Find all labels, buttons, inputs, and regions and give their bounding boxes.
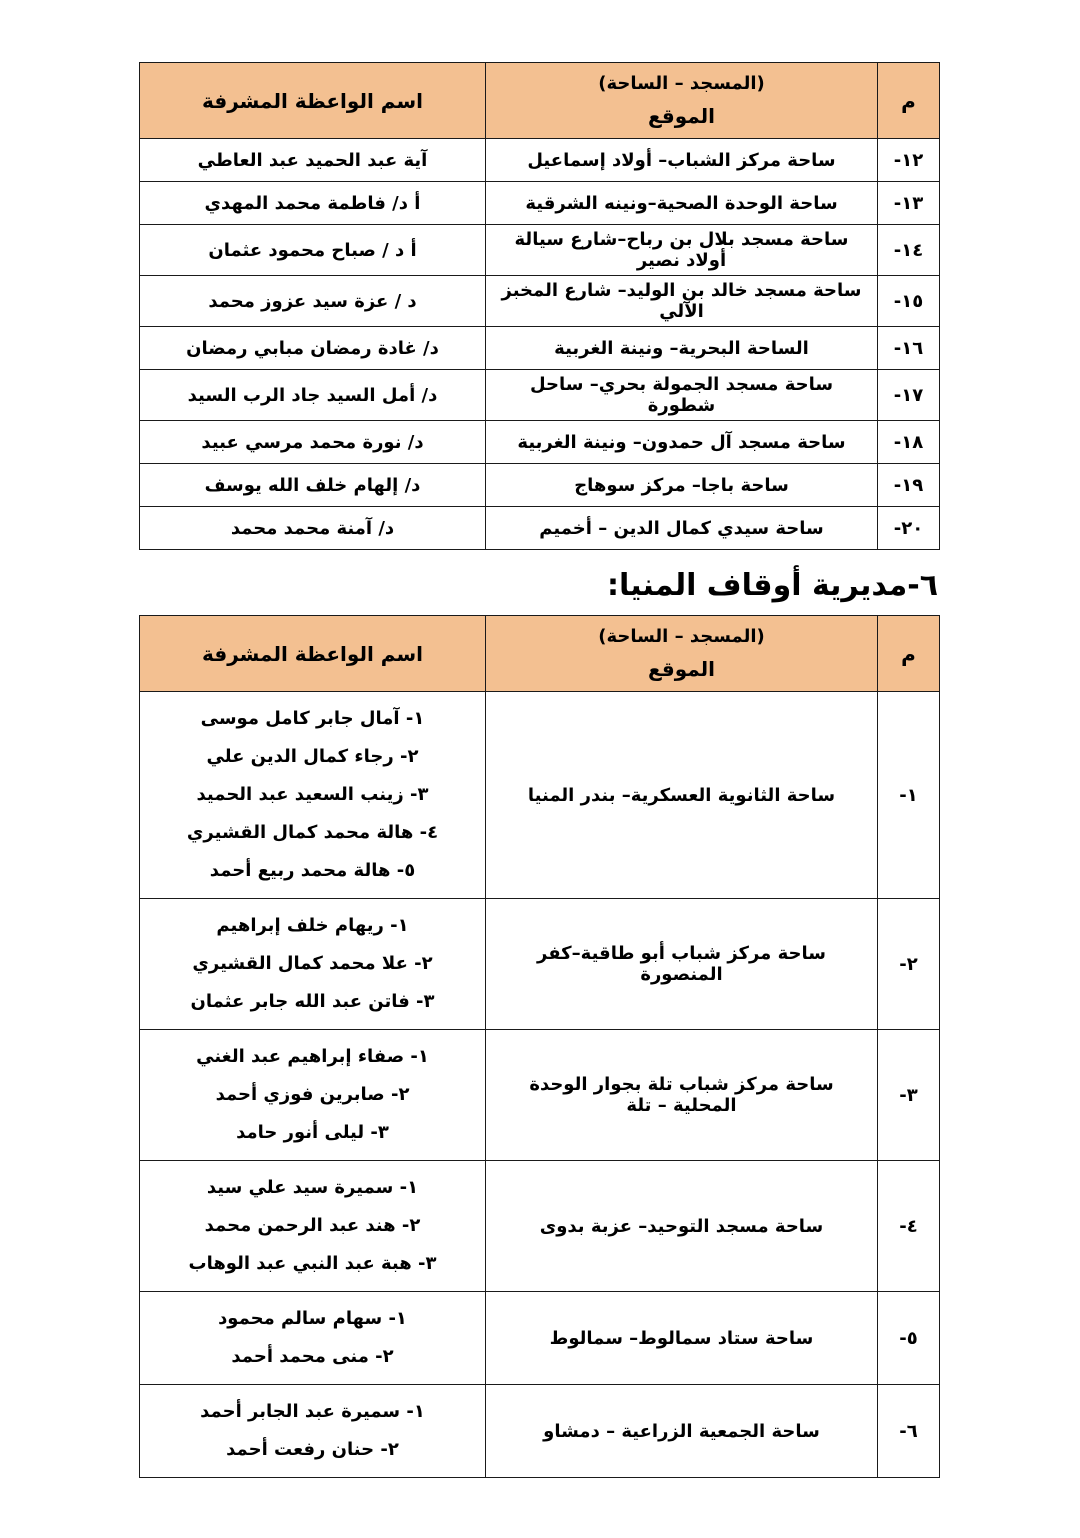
sohag-table <box>139 62 940 550</box>
table-row <box>140 1030 940 1161</box>
cell-location: ساحة باجا– مركز سوهاج <box>486 464 878 507</box>
name-line: ١- سهام سالم محمود <box>218 1308 407 1329</box>
name-line: ١- سميرة عبد الجابر أحمد <box>200 1401 425 1422</box>
header-location <box>486 63 878 139</box>
cell-location: ساحة مركز شباب تلة بجوار الوحدة المحلية – تلة <box>486 1030 878 1161</box>
header-row <box>140 616 940 692</box>
document-page <box>140 0 940 1538</box>
name-line: ١- سميرة سيد علي سيد <box>206 1177 419 1198</box>
cell-location: ساحة سيدي كمال الدين – أخميم <box>486 507 878 550</box>
table-row <box>140 276 940 327</box>
cell-names <box>140 1161 486 1292</box>
table-row <box>140 692 940 899</box>
cell-num: ٢٠- <box>878 507 940 550</box>
cell-name: د/ أمل السيد جاد الرب السيد <box>140 370 486 421</box>
cell-num: ١٤- <box>878 225 940 276</box>
cell-num: ١٣- <box>878 182 940 225</box>
header-name: اسم الواعظة المشرفة <box>140 616 486 692</box>
cell-location: ساحة مركز الشباب– أولاد إسماعيل <box>486 139 878 182</box>
cell-names <box>140 1385 486 1478</box>
cell-num: ١٨- <box>878 421 940 464</box>
cell-location: ساحة مركز شباب أبو طاقية–كفر المنصورة <box>486 899 878 1030</box>
header-location-line1: (المسجد – الساحة) <box>598 73 765 94</box>
cell-location: ساحة الثانوية العسكرية– بندر المنيا <box>486 692 878 899</box>
cell-num: ٦- <box>878 1385 940 1478</box>
name-line: ٢- رجاء كمال الدين علي <box>206 746 419 767</box>
cell-location: ساحة مسجد بلال بن رباح–شارع سيالة أولاد نصير <box>486 225 878 276</box>
name-line: ١- آمال جابر كامل موسى <box>200 708 425 729</box>
header-num: م <box>878 616 940 692</box>
cell-num: ١٧- <box>878 370 940 421</box>
cell-num: ١٥- <box>878 276 940 327</box>
name-line: ٤- هالة محمد كمال القشيري <box>186 822 439 843</box>
cell-num: ١٦- <box>878 327 940 370</box>
name-line: ٣- زينب السعيد عبد الحميد <box>196 784 429 805</box>
header-location-line2: الموقع <box>647 657 716 681</box>
table-row <box>140 327 940 370</box>
name-line: ٢- حنان رفعت أحمد <box>226 1439 399 1460</box>
table-row <box>140 899 940 1030</box>
name-line: ١- صفاء إبراهيم عبد الغني <box>196 1046 429 1067</box>
table-row <box>140 421 940 464</box>
cell-num: ١- <box>878 692 940 899</box>
cell-num: ٤- <box>878 1161 940 1292</box>
cell-name: د/ نورة محمد مرسي عبيد <box>140 421 486 464</box>
cell-location: ساحة مسجد آل حمدون– ونينة الغربية <box>486 421 878 464</box>
table-row <box>140 139 940 182</box>
header-num: م <box>878 63 940 139</box>
header-name: اسم الواعظة المشرفة <box>140 63 486 139</box>
header-location <box>486 616 878 692</box>
sohag-table-header <box>140 63 940 139</box>
cell-num: ٥- <box>878 1292 940 1385</box>
minya-table-header <box>140 616 940 692</box>
cell-name: آية عبد الحميد عبد العاطي <box>140 139 486 182</box>
cell-names <box>140 899 486 1030</box>
name-line: ٢- منى محمد أحمد <box>231 1346 394 1367</box>
cell-num: ١٢- <box>878 139 940 182</box>
cell-num: ٢- <box>878 899 940 1030</box>
cell-name: د/ آمنة محمد محمد <box>140 507 486 550</box>
cell-location: ساحة الجمعية الزراعية – دمشاو <box>486 1385 878 1478</box>
name-line: ٢- صابرين فوزي أحمد <box>215 1084 410 1105</box>
name-line: ٢- هند عبد الرحمن محمد <box>204 1215 421 1236</box>
table-row <box>140 370 940 421</box>
section-heading: ٦-مديرية أوقاف المنيا: <box>606 568 938 603</box>
cell-location: ساحة ستاد سمالوط– سمالوط <box>486 1292 878 1385</box>
cell-name: د / عزة سيد عزوز محمد <box>140 276 486 327</box>
table-row <box>140 1385 940 1478</box>
cell-names <box>140 692 486 899</box>
cell-location: الساحة البحرية– ونينة الغربية <box>486 327 878 370</box>
cell-location: ساحة الوحدة الصحية–ونينه الشرقية <box>486 182 878 225</box>
cell-names <box>140 1292 486 1385</box>
cell-num: ١٩- <box>878 464 940 507</box>
cell-name: أ د / صباح محمود عثمان <box>140 225 486 276</box>
cell-names <box>140 1030 486 1161</box>
header-location-line1: (المسجد – الساحة) <box>598 626 765 647</box>
name-line: ٥- هالة محمد ربيع أحمد <box>209 860 416 881</box>
cell-location: ساحة مسجد خالد بن الوليد– شارع المخبز الآلي <box>486 276 878 327</box>
table-row <box>140 1292 940 1385</box>
cell-name: أ د/ فاطمة محمد المهدي <box>140 182 486 225</box>
cell-location: ساحة مسجد الجمولة بحري– ساحل شطورة <box>486 370 878 421</box>
name-line: ٣- هبة عبد النبي عبد الوهاب <box>188 1253 437 1274</box>
cell-name: د/ إلهام خلف الله يوسف <box>140 464 486 507</box>
minya-table <box>139 615 940 1478</box>
cell-location: ساحة مسجد التوحيد– عزبة بدوى <box>486 1161 878 1292</box>
name-line: ٣- فاتن عبد الله جابر عثمان <box>190 991 435 1012</box>
table-row <box>140 1161 940 1292</box>
table-row <box>140 464 940 507</box>
table-row <box>140 507 940 550</box>
name-line: ٢- علا محمد كمال القشيري <box>192 953 433 974</box>
table-row <box>140 182 940 225</box>
cell-name: د/ غادة رمضان مبابي رمضان <box>140 327 486 370</box>
header-location-line2: الموقع <box>647 104 716 128</box>
header-row <box>140 63 940 139</box>
table-row <box>140 225 940 276</box>
name-line: ٣- ليلى أنور حامد <box>236 1122 389 1143</box>
cell-num: ٣- <box>878 1030 940 1161</box>
name-line: ١- ريهام خلف إبراهيم <box>216 915 409 936</box>
